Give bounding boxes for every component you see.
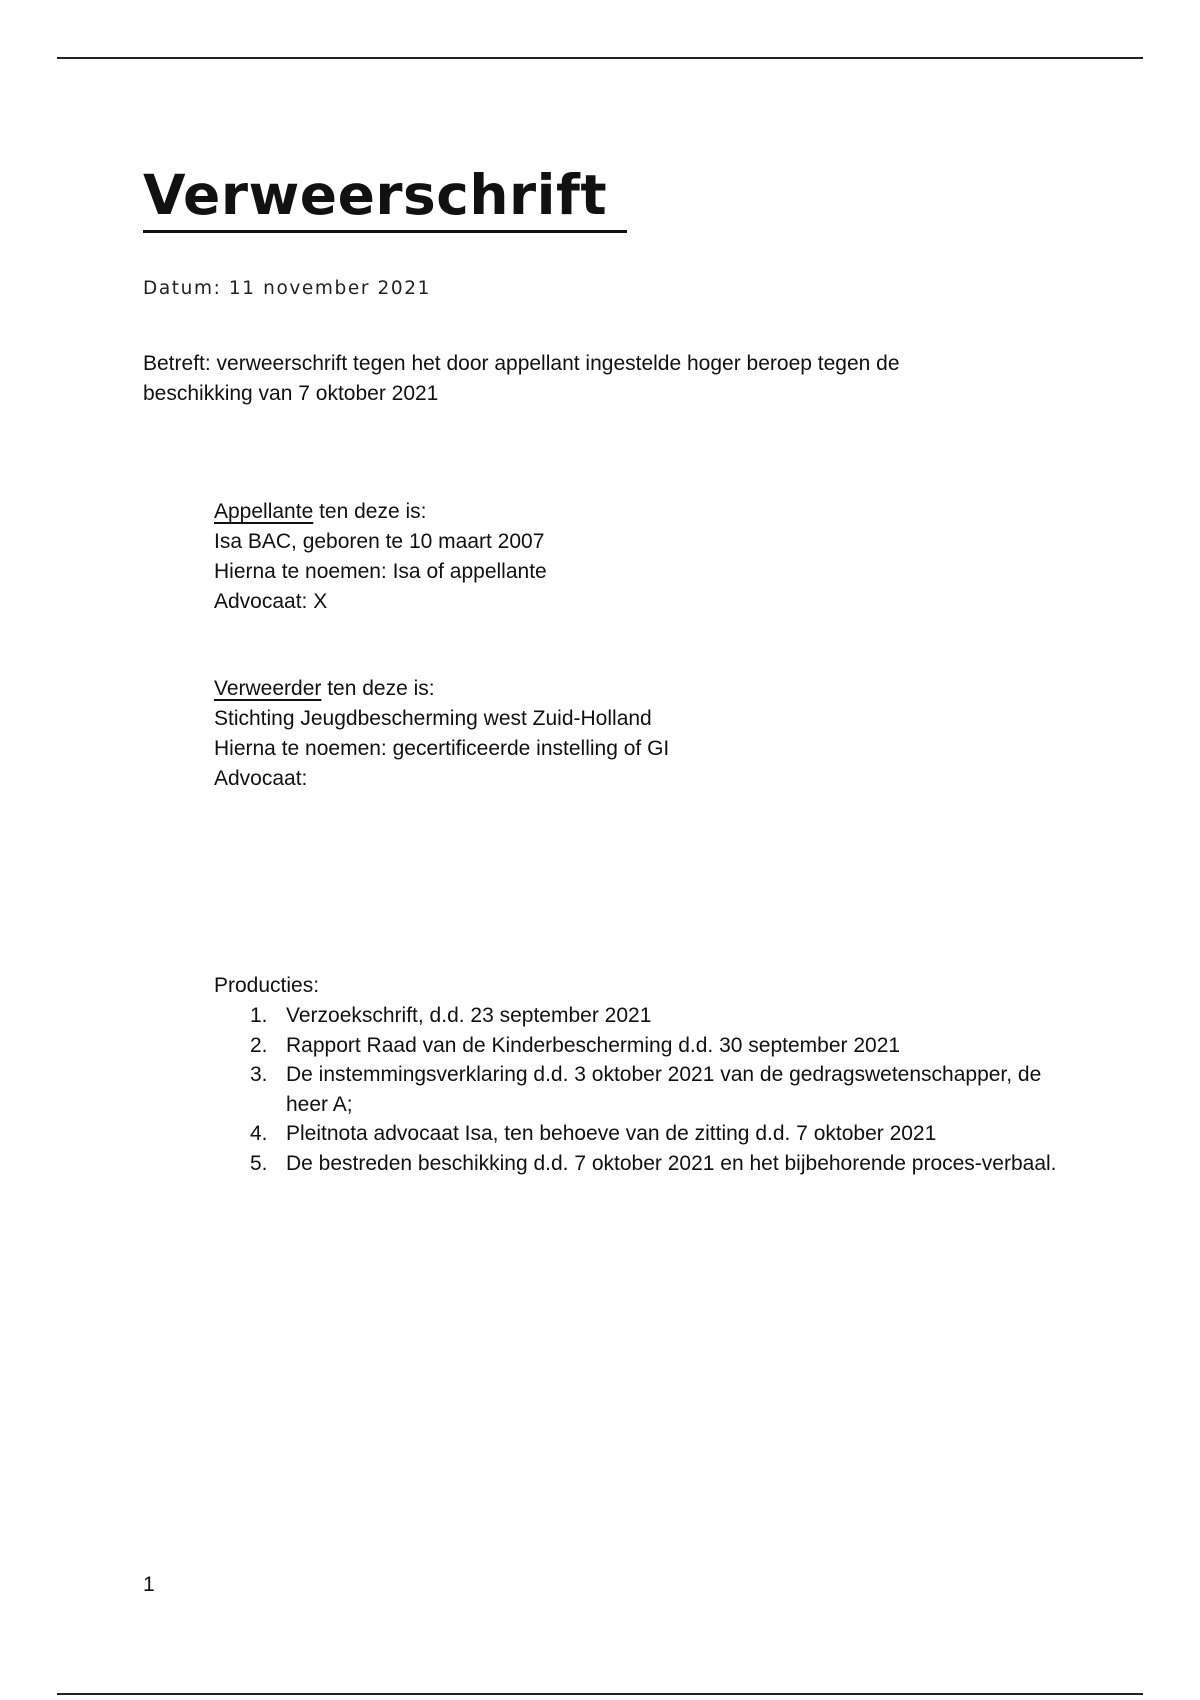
list-item-number: 3. — [250, 1063, 268, 1086]
producties-heading: Producties: — [214, 974, 320, 997]
list-item-text: Rapport Raad van de Kinderbescherming d.d. 30 september 2021 — [286, 1033, 901, 1057]
appellante-name: Isa BAC, geboren te 10 maart 2007 — [214, 530, 545, 553]
appellante-heading — [214, 497, 547, 527]
list-item-number: 4. — [250, 1122, 268, 1145]
verweerder-heading — [214, 674, 669, 704]
appellante-block — [214, 497, 547, 617]
verweerder-name: Stichting Jeugdbescherming west Zuid-Holland — [214, 707, 652, 730]
subject-line: Betreft: verweerschrift tegen het door appellant ingestelde hoger beroep tegen de beschikking van 7 oktober 2021 — [143, 352, 900, 405]
list-item-text: De bestreden beschikking d.d. 7 oktober 2021 en het bijbehorende proces-verbaal. — [286, 1151, 1057, 1175]
appellante-label-suffix: ten deze is: — [313, 500, 427, 523]
document-title: Verweerschrift — [143, 160, 627, 233]
list-item-text: Verzoekschrift, d.d. 23 september 2021 — [286, 1004, 652, 1027]
document-date: Datum: 11 november 2021 — [143, 278, 432, 299]
footer-divider — [57, 1693, 1143, 1695]
appellante-label: Appellante — [214, 500, 314, 523]
page-number: 1 — [143, 1573, 155, 1596]
verweerder-advocaat: Advocaat: — [214, 767, 308, 790]
list-item-number: 2. — [250, 1033, 268, 1057]
appellante-alias: Hierna te noemen: Isa of appellante — [214, 560, 547, 583]
list-item — [214, 1001, 1074, 1031]
verweerder-label: Verweerder — [214, 677, 322, 700]
list-item — [214, 1060, 1074, 1119]
appellante-advocaat: Advocaat: X — [214, 590, 328, 613]
list-item — [214, 1119, 1074, 1149]
list-item — [214, 1031, 1074, 1061]
verweerder-block — [214, 674, 669, 794]
list-item-number: 5. — [250, 1151, 268, 1175]
verweerder-alias: Hierna te noemen: gecertificeerde instelling of GI — [214, 737, 670, 760]
list-item — [214, 1149, 1074, 1179]
producties-list — [214, 1001, 1074, 1178]
list-item-text: Pleitnota advocaat Isa, ten behoeve van de zitting d.d. 7 oktober 2021 — [286, 1122, 937, 1145]
header-divider — [57, 57, 1143, 59]
list-item-number: 1. — [250, 1004, 268, 1027]
verweerder-label-suffix: ten deze is: — [321, 677, 435, 700]
list-item-text: De instemmingsverklaring d.d. 3 oktober 2021 van de gedragswetenschapper, de heer A; — [286, 1063, 1042, 1116]
